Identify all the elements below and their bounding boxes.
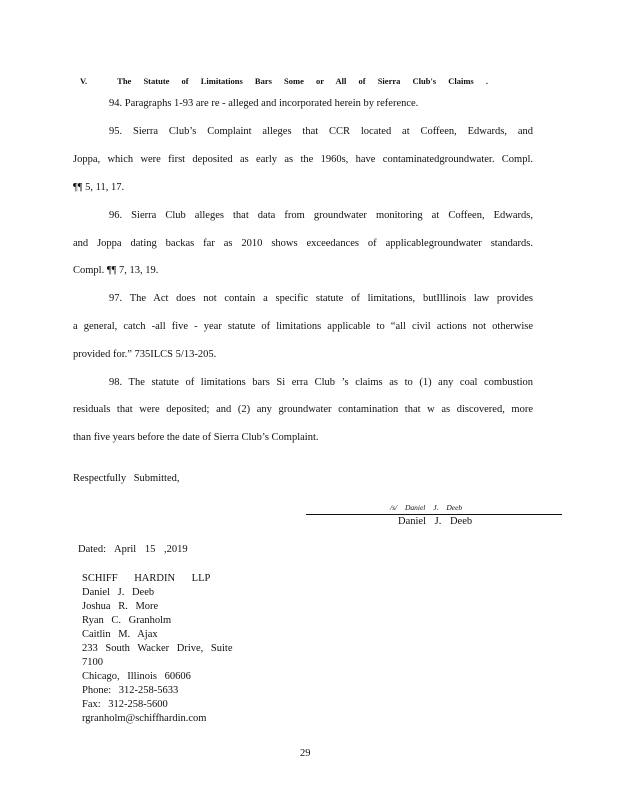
firm-address-city: Chicago, Illinois 60606 <box>82 671 191 682</box>
signer-name: Daniel J. Deeb <box>398 516 473 527</box>
date-line: Dated: April 15 ,2019 <box>78 544 188 555</box>
section-number: V. <box>80 76 88 86</box>
closing-text: Respectfully Submitted, <box>73 473 180 484</box>
paragraph-97-line-3: provided for.” 735ILCS 5/13-205. <box>73 349 217 360</box>
firm-attorney-2: Joshua R. More <box>82 601 159 612</box>
firm-address-street: 233 South Wacker Drive, Suite <box>82 643 233 654</box>
firm-email: rgranholm@schiffhardin.com <box>82 713 207 724</box>
firm-block <box>82 572 232 726</box>
paragraph-96-line-1: 96. Sierra Club alleges that data from groundwater monitoring at Coffeen, Edwards, <box>109 210 533 221</box>
paragraph-94-line-1: 94. Paragraphs 1-93 are re - alleged and incorporated herein by reference. <box>109 98 419 109</box>
firm-attorney-3: Ryan C. Granholm <box>82 615 172 626</box>
paragraph-95-line-3: ¶¶ 5, 11, 17. <box>73 182 125 193</box>
firm-attorney-1: Daniel J. Deeb <box>82 587 155 598</box>
paragraph-95-line-2: Joppa, which were first deposited as early as the 1960s, have contaminatedgroundwater. Compl. <box>73 154 533 165</box>
paragraph-97-line-1: 97. The Act does not contain a specific statute of limitations, butIllinois law provides <box>109 293 533 304</box>
paragraph-98-line-2: residuals that were deposited; and (2) any groundwater contamination that w as discovered, more <box>73 404 533 415</box>
paragraph-95-line-1: 95. Sierra Club’s Complaint alleges that CCR located at Coffeen, Edwards, and <box>109 126 533 137</box>
section-title: The Statute of Limitations Bars Some or All of Sierra Club's Claims . <box>117 76 488 86</box>
firm-phone: Phone: 312-258-5633 <box>82 685 179 696</box>
paragraph-98-line-1: 98. The statute of limitations bars Si erra Club ’s claims as to (1) any coal combustion <box>109 377 533 388</box>
paragraph-98-line-3: than five years before the date of Sierra Club’s Complaint. <box>73 432 319 443</box>
section-heading <box>80 76 488 86</box>
firm-name: SCHIFF HARDIN LLP <box>82 573 211 584</box>
page-number: 29 <box>300 748 311 759</box>
firm-fax: Fax: 312-258-5600 <box>82 699 168 710</box>
signature-line <box>306 514 562 515</box>
electronic-signature: /s/ Daniel J. Deeb <box>390 503 463 512</box>
paragraph-96-line-2: and Joppa dating backas far as 2010 shows exceedances of applicablegroundwater standards. <box>73 238 533 249</box>
paragraph-97-line-2: a general, catch -all five - year statute of limitations applicable to “all civil actions not otherwise <box>73 321 533 332</box>
firm-attorney-4: Caitlin M. Ajax <box>82 629 158 640</box>
firm-address-suite: 7100 <box>82 657 103 668</box>
paragraph-96-line-3: Compl. ¶¶ 7, 13, 19. <box>73 265 159 276</box>
